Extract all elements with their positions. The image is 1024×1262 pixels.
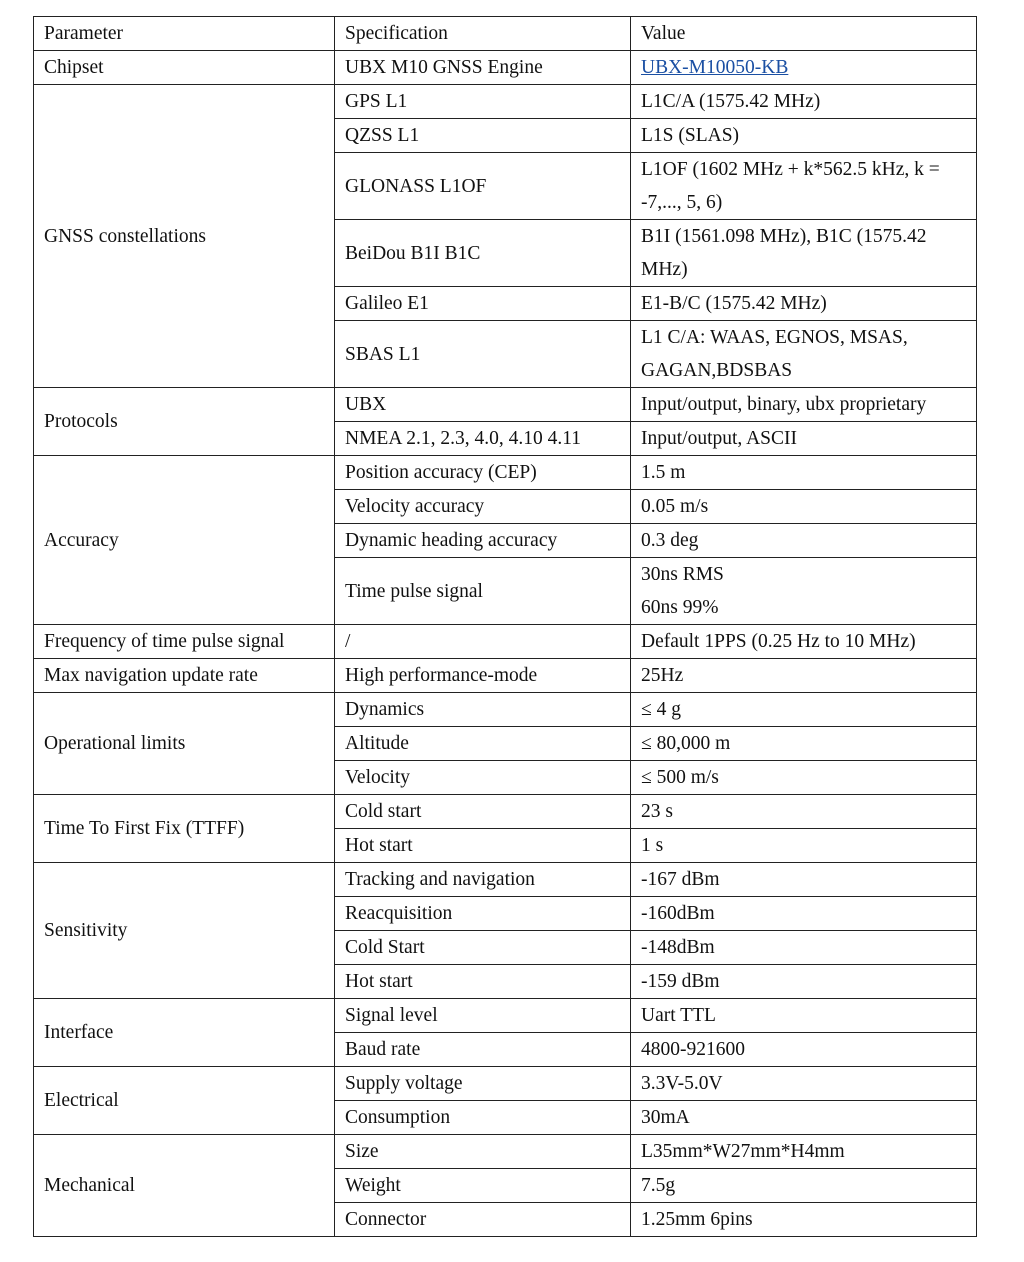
spec-cell: Hot start	[335, 829, 631, 863]
table-row	[34, 999, 977, 1033]
spec-cell: Time pulse signal	[335, 558, 631, 625]
value-cell: ≤ 80,000 m	[631, 727, 977, 761]
header-specification: Specification	[335, 17, 631, 51]
value-cell	[631, 558, 977, 625]
spec-cell: GLONASS L1OF	[335, 153, 631, 220]
table-row	[34, 795, 977, 829]
param-interface: Interface	[34, 999, 335, 1067]
spec-cell: Size	[335, 1135, 631, 1169]
param-sensitivity: Sensitivity	[34, 863, 335, 999]
value-cell: B1I (1561.098 MHz), B1C (1575.42 MHz)	[631, 220, 977, 287]
spec-cell: Velocity	[335, 761, 631, 795]
value-cell: L1 C/A: WAAS, EGNOS, MSAS, GAGAN,BDSBAS	[631, 321, 977, 388]
param-frequency: Frequency of time pulse signal	[34, 625, 335, 659]
value-cell: 1.5 m	[631, 456, 977, 490]
value-cell: 1.25mm 6pins	[631, 1203, 977, 1237]
spec-cell: Consumption	[335, 1101, 631, 1135]
value-line: 60ns 99%	[641, 597, 719, 618]
header-parameter: Parameter	[34, 17, 335, 51]
spec-cell: Altitude	[335, 727, 631, 761]
spec-cell: Signal level	[335, 999, 631, 1033]
spec-cell: UBX	[335, 388, 631, 422]
spec-cell: /	[335, 625, 631, 659]
param-max-nav-rate: Max navigation update rate	[34, 659, 335, 693]
value-cell: -148dBm	[631, 931, 977, 965]
param-chipset: Chipset	[34, 51, 335, 85]
table-row	[34, 625, 977, 659]
value-cell: L1OF (1602 MHz + k*562.5 kHz, k = -7,..., 5, 6)	[631, 153, 977, 220]
param-mechanical: Mechanical	[34, 1135, 335, 1237]
spec-cell: Galileo E1	[335, 287, 631, 321]
spec-table	[33, 16, 977, 1237]
value-cell: 4800-921600	[631, 1033, 977, 1067]
table-row	[34, 863, 977, 897]
value-line: 30ns RMS	[641, 564, 724, 585]
header-row	[34, 17, 977, 51]
spec-cell: Supply voltage	[335, 1067, 631, 1101]
table-row	[34, 659, 977, 693]
value-cell: Uart TTL	[631, 999, 977, 1033]
value-cell: Input/output, binary, ubx proprietary	[631, 388, 977, 422]
table-row	[34, 85, 977, 119]
value-cell: Input/output, ASCII	[631, 422, 977, 456]
spec-cell: Connector	[335, 1203, 631, 1237]
value-cell: 3.3V-5.0V	[631, 1067, 977, 1101]
spec-cell: BeiDou B1I B1C	[335, 220, 631, 287]
table-row	[34, 1067, 977, 1101]
spec-cell: QZSS L1	[335, 119, 631, 153]
param-accuracy: Accuracy	[34, 456, 335, 625]
table-row	[34, 1135, 977, 1169]
value-cell: E1-B/C (1575.42 MHz)	[631, 287, 977, 321]
param-protocols: Protocols	[34, 388, 335, 456]
value-cell	[631, 51, 977, 85]
spec-cell: Tracking and navigation	[335, 863, 631, 897]
chipset-link[interactable]: UBX-M10050-KB	[641, 57, 789, 78]
value-cell: 25Hz	[631, 659, 977, 693]
value-cell: 23 s	[631, 795, 977, 829]
spec-cell: Dynamic heading accuracy	[335, 524, 631, 558]
table-row	[34, 693, 977, 727]
param-gnss-constellations: GNSS constellations	[34, 85, 335, 388]
value-cell: L1C/A (1575.42 MHz)	[631, 85, 977, 119]
spec-cell: UBX M10 GNSS Engine	[335, 51, 631, 85]
value-cell: -160dBm	[631, 897, 977, 931]
table-row	[34, 456, 977, 490]
value-cell: L1S (SLAS)	[631, 119, 977, 153]
spec-cell: Reacquisition	[335, 897, 631, 931]
spec-cell: Cold start	[335, 795, 631, 829]
value-cell: 30mA	[631, 1101, 977, 1135]
value-cell: 0.3 deg	[631, 524, 977, 558]
spec-cell: Position accuracy (CEP)	[335, 456, 631, 490]
spec-cell: Cold Start	[335, 931, 631, 965]
value-cell: 0.05 m/s	[631, 490, 977, 524]
spec-cell: Hot start	[335, 965, 631, 999]
value-cell: 7.5g	[631, 1169, 977, 1203]
table-row	[34, 51, 977, 85]
value-cell: 1 s	[631, 829, 977, 863]
value-cell: Default 1PPS (0.25 Hz to 10 MHz)	[631, 625, 977, 659]
spec-cell: Weight	[335, 1169, 631, 1203]
spec-cell: Velocity accuracy	[335, 490, 631, 524]
value-cell: L35mm*W27mm*H4mm	[631, 1135, 977, 1169]
value-cell: -159 dBm	[631, 965, 977, 999]
value-cell: ≤ 4 g	[631, 693, 977, 727]
spec-cell: Baud rate	[335, 1033, 631, 1067]
spec-cell: NMEA 2.1, 2.3, 4.0, 4.10 4.11	[335, 422, 631, 456]
param-operational-limits: Operational limits	[34, 693, 335, 795]
value-cell: -167 dBm	[631, 863, 977, 897]
spec-cell: SBAS L1	[335, 321, 631, 388]
param-ttff: Time To First Fix (TTFF)	[34, 795, 335, 863]
param-electrical: Electrical	[34, 1067, 335, 1135]
table-row	[34, 388, 977, 422]
spec-cell: High performance-mode	[335, 659, 631, 693]
spec-cell: Dynamics	[335, 693, 631, 727]
value-cell: ≤ 500 m/s	[631, 761, 977, 795]
header-value: Value	[631, 17, 977, 51]
spec-cell: GPS L1	[335, 85, 631, 119]
